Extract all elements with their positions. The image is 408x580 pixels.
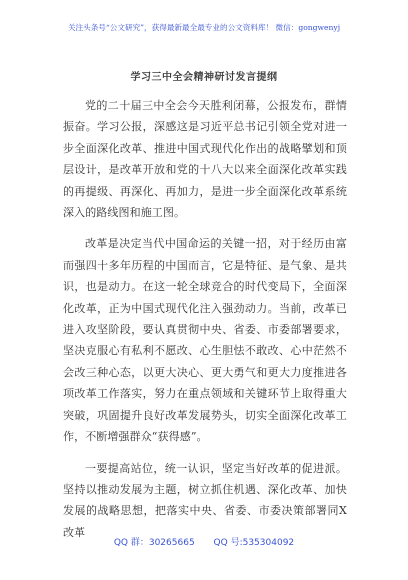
footer-qq-number: QQ 号:535304092 (213, 538, 295, 548)
footer-contact (0, 535, 408, 548)
paragraph-1: 党的二十届三中全会今天胜利闭幕，公报发布，群情振奋。学习公报，深感这是习近平总书记引领全党对进一步全面深化改革、推进中国式现代化作出的战略擘划和顶层设计，是改革开放和党的十八大以来全面深化改革实践的再提级、再深化、再加力，是进一步全面深化改革系统深入的路线图和施工图。 (63, 99, 347, 220)
document-body (63, 95, 347, 553)
document-title: 学习三中全会精神研讨发言提纲 (130, 72, 278, 83)
paragraph-2: 改革是决定当代中国命运的关键一招，对于经历由富而强四十多年历程的中国而言，它是特征、是气象、是共识，也是动力。在这一轮全球竞合的时代变局下，全面深化改革，正为中国式现代化注入强劲动力。当前，改革已进入攻坚阶段，要认真贯彻中央、省委、市委部署要求，坚决克服心有私利不愿改、心生胆怯不敢改、心中茫然不会改三种心态，以更大决心、更大勇气和更大力度推进各项改革工作落实，努力在重点领域和关键环节上取得重大突破，巩固提升良好改革发展势头，切实全面深化改革工作，不断增强群众“获得感”。 (63, 237, 347, 444)
paragraph-3: 一要提高站位，统一认识，坚定当好改革的促进派。坚持以推动发展为主题，树立抓住机遇、深化改革、加快发展的战略思想，把落实中央、省委、市委决策部署同X改革 (63, 461, 347, 539)
footer-qq-group: QQ 群：30265665 (113, 538, 195, 548)
header-banner: 关注头条号“公文研究”，获得最新最全最专业的公文资料库！ 微信：gongwenyj (67, 23, 341, 32)
